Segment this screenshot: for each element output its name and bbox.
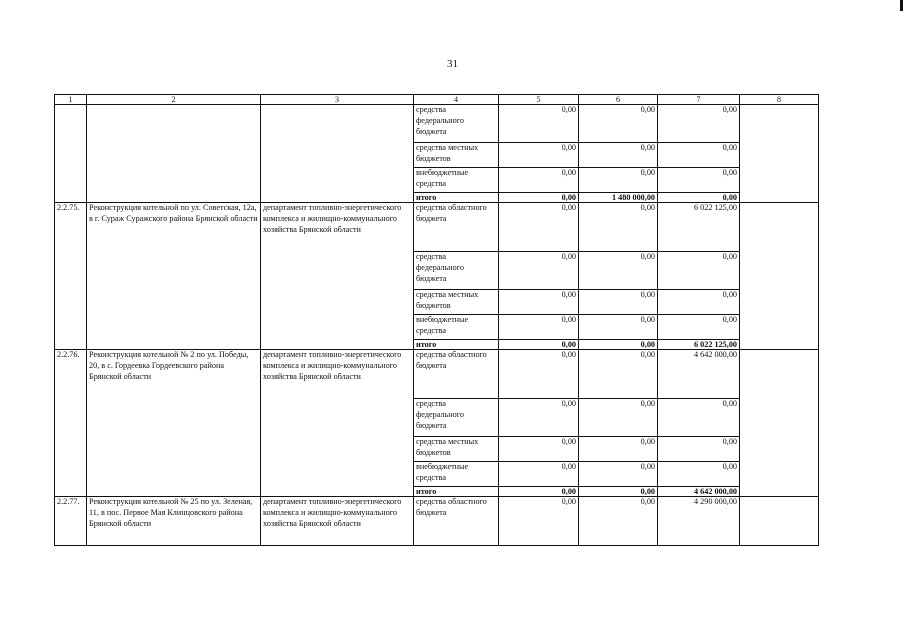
department-cell [261, 105, 414, 203]
source-cell: средства областного бюджета [414, 350, 499, 399]
item-name: Реконструкция котельной по ул. Советская, 12а, в г. Сураж Суражского района Брянской области [87, 203, 261, 350]
amount-cell: 0,00 [658, 290, 740, 315]
amount-cell: 0,00 [499, 462, 579, 487]
col-number: 6 [579, 95, 658, 105]
table-row [55, 105, 819, 143]
total-label: итого [414, 340, 499, 350]
total-amount: 0,00 [499, 487, 579, 497]
item-department: департамент топливно-энергетического комплекса и жилищно-коммунального хозяйства Брянской области [261, 203, 414, 350]
amount-cell: 0,00 [499, 437, 579, 462]
total-amount: 0,00 [658, 193, 740, 203]
item-code: 2.2.76. [55, 350, 87, 497]
total-amount: 4 642 000,00 [658, 487, 740, 497]
item-code: 2.2.77. [55, 497, 87, 546]
table-row [55, 203, 819, 252]
amount-cell: 0,00 [658, 143, 740, 168]
amount-cell: 0,00 [579, 462, 658, 487]
total-amount: 0,00 [499, 340, 579, 350]
note-cell [740, 105, 819, 203]
amount-cell: 6 022 125,00 [658, 203, 740, 252]
column-number-row [55, 95, 819, 105]
source-cell: средства федерального бюджета [414, 399, 499, 437]
total-label: итого [414, 487, 499, 497]
code-cell [55, 105, 87, 203]
amount-cell: 4 290 000,00 [658, 497, 740, 546]
source-cell: средства областного бюджета [414, 203, 499, 252]
amount-cell: 0,00 [658, 315, 740, 340]
amount-cell: 0,00 [579, 143, 658, 168]
source-cell: средства федерального бюджета [414, 105, 499, 143]
col-number: 1 [55, 95, 87, 105]
amount-cell: 0,00 [658, 252, 740, 290]
amount-cell: 0,00 [658, 399, 740, 437]
amount-cell: 0,00 [579, 350, 658, 399]
note-cell [740, 497, 819, 546]
budget-table [54, 94, 819, 546]
amount-cell: 0,00 [579, 437, 658, 462]
note-cell [740, 350, 819, 497]
amount-cell: 0,00 [499, 315, 579, 340]
amount-cell: 0,00 [658, 437, 740, 462]
amount-cell: 0,00 [499, 105, 579, 143]
item-name: Реконструкция котельной № 25 по ул. Зеленая, 11, в пос. Первое Мая Клинцовского района Брянской области [87, 497, 261, 546]
page-number: 31 [447, 58, 458, 70]
amount-cell: 0,00 [499, 399, 579, 437]
col-number: 3 [261, 95, 414, 105]
amount-cell: 0,00 [658, 168, 740, 193]
source-cell: средства местных бюджетов [414, 143, 499, 168]
amount-cell: 0,00 [499, 497, 579, 546]
amount-cell: 0,00 [579, 399, 658, 437]
table-row [55, 350, 819, 399]
amount-cell: 0,00 [579, 105, 658, 143]
amount-cell: 0,00 [499, 203, 579, 252]
amount-cell: 0,00 [499, 290, 579, 315]
amount-cell: 0,00 [579, 252, 658, 290]
source-cell: внебюджетные средства [414, 168, 499, 193]
amount-cell: 0,00 [579, 203, 658, 252]
amount-cell: 0,00 [499, 350, 579, 399]
item-code: 2.2.75. [55, 203, 87, 350]
item-name: Реконструкция котельной № 2 по ул. Победы, 20, в с. Гордеевка Гордеевского района Брянской области [87, 350, 261, 497]
source-cell: внебюджетные средства [414, 315, 499, 340]
col-number: 5 [499, 95, 579, 105]
total-amount: 0,00 [579, 487, 658, 497]
total-amount: 0,00 [579, 340, 658, 350]
item-department: департамент топливно-энергетического комплекса и жилищно-коммунального хозяйства Брянской области [261, 497, 414, 546]
col-number: 7 [658, 95, 740, 105]
scan-edge-mark [900, 0, 903, 11]
amount-cell: 4 642 000,00 [658, 350, 740, 399]
amount-cell: 0,00 [579, 168, 658, 193]
source-cell: средства местных бюджетов [414, 437, 499, 462]
col-number: 2 [87, 95, 261, 105]
amount-cell: 0,00 [579, 290, 658, 315]
note-cell [740, 203, 819, 350]
source-cell: средства областного бюджета [414, 497, 499, 546]
amount-cell: 0,00 [499, 252, 579, 290]
source-cell: средства федерального бюджета [414, 252, 499, 290]
amount-cell: 0,00 [658, 462, 740, 487]
total-label: итого [414, 193, 499, 203]
source-cell: внебюджетные средства [414, 462, 499, 487]
name-cell [87, 105, 261, 203]
amount-cell: 0,00 [499, 143, 579, 168]
col-number: 4 [414, 95, 499, 105]
total-amount: 1 480 000,00 [579, 193, 658, 203]
item-department: департамент топливно-энергетического комплекса и жилищно-коммунального хозяйства Брянской области [261, 350, 414, 497]
total-amount: 6 022 125,00 [658, 340, 740, 350]
amount-cell: 0,00 [499, 168, 579, 193]
source-cell: средства местных бюджетов [414, 290, 499, 315]
col-number: 8 [740, 95, 819, 105]
amount-cell: 0,00 [579, 315, 658, 340]
amount-cell: 0,00 [579, 497, 658, 546]
total-amount: 0,00 [499, 193, 579, 203]
table-row [55, 497, 819, 546]
amount-cell: 0,00 [658, 105, 740, 143]
